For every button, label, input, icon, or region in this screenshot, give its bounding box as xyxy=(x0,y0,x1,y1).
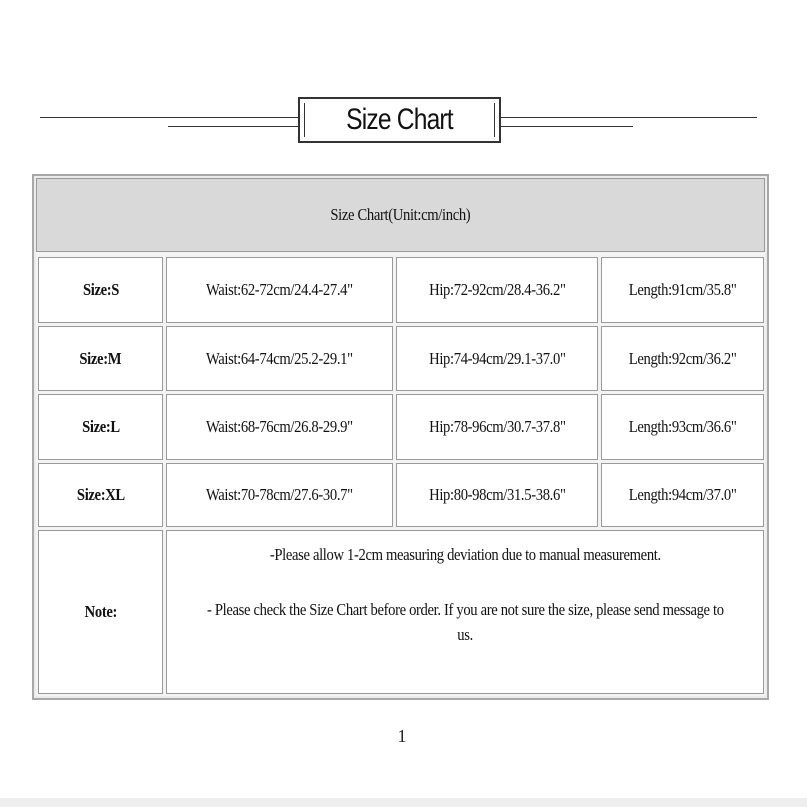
title-rule-right-top xyxy=(501,117,757,118)
hip-value: Hip:78-96cm/30.7-37.8" xyxy=(428,417,566,436)
note-line-check-chart: - Please check the Size Chart before order. If you are not sure the size, please send message to xyxy=(206,600,724,619)
waist-cell xyxy=(166,326,393,391)
length-cell xyxy=(601,394,764,460)
table-header-label: Size Chart(Unit:cm/inch) xyxy=(330,205,471,224)
page-title: Size Chart xyxy=(346,103,453,136)
hip-value: Hip:72-92cm/28.4-36.2" xyxy=(428,280,566,299)
length-value: Length:92cm/36.2" xyxy=(628,348,737,368)
page-number: 1 xyxy=(397,726,407,746)
waist-value: Waist:68-76cm/26.8-29.9" xyxy=(206,417,353,436)
note-label-cell xyxy=(38,530,163,694)
length-value: Length:94cm/37.0" xyxy=(628,485,737,504)
table-row-size-l xyxy=(38,394,163,460)
waist-cell xyxy=(166,257,393,323)
waist-value: Waist:62-72cm/24.4-27.4" xyxy=(206,280,353,299)
title-box-inner-left-line xyxy=(304,103,305,137)
size-label: Size:S xyxy=(82,280,119,299)
title-rule-left-bottom xyxy=(168,126,298,127)
table-body xyxy=(36,178,765,696)
waist-value: Waist:64-74cm/25.2-29.1" xyxy=(206,348,353,368)
table-row-size-m xyxy=(38,326,163,391)
note-label: Note: xyxy=(84,602,117,621)
waist-value: Waist:70-78cm/27.6-30.7" xyxy=(206,485,353,504)
waist-cell xyxy=(166,394,393,460)
table-row-size-xl xyxy=(38,463,163,527)
title-box xyxy=(298,97,501,143)
table-row-size-s xyxy=(38,257,163,323)
length-cell xyxy=(601,463,764,527)
note-text-cell xyxy=(166,530,764,694)
length-cell xyxy=(601,326,764,391)
title-rule-right-bottom xyxy=(501,126,633,127)
length-value: Length:93cm/36.6" xyxy=(628,417,737,436)
hip-cell xyxy=(396,394,598,460)
title-box-inner-right-line xyxy=(494,103,495,137)
note-line-deviation: -Please allow 1-2cm measuring deviation due to manual measurement. xyxy=(269,545,661,564)
waist-cell xyxy=(166,463,393,527)
hip-value: Hip:80-98cm/31.5-38.6" xyxy=(428,485,566,504)
length-value: Length:91cm/35.8" xyxy=(628,280,737,299)
size-label: Size:L xyxy=(81,417,120,436)
bottom-strip xyxy=(0,798,807,807)
hip-cell xyxy=(396,463,598,527)
hip-cell xyxy=(396,326,598,391)
size-label: Size:XL xyxy=(76,485,125,504)
table-header xyxy=(36,178,765,252)
hip-value: Hip:74-94cm/29.1-37.0" xyxy=(428,348,566,368)
hip-cell xyxy=(396,257,598,323)
title-rule-left-top xyxy=(40,117,298,118)
length-cell xyxy=(601,257,764,323)
size-label: Size:M xyxy=(79,348,122,368)
note-line-continued: us. xyxy=(457,625,473,644)
title-banner xyxy=(0,92,807,152)
size-chart-table xyxy=(32,174,769,700)
